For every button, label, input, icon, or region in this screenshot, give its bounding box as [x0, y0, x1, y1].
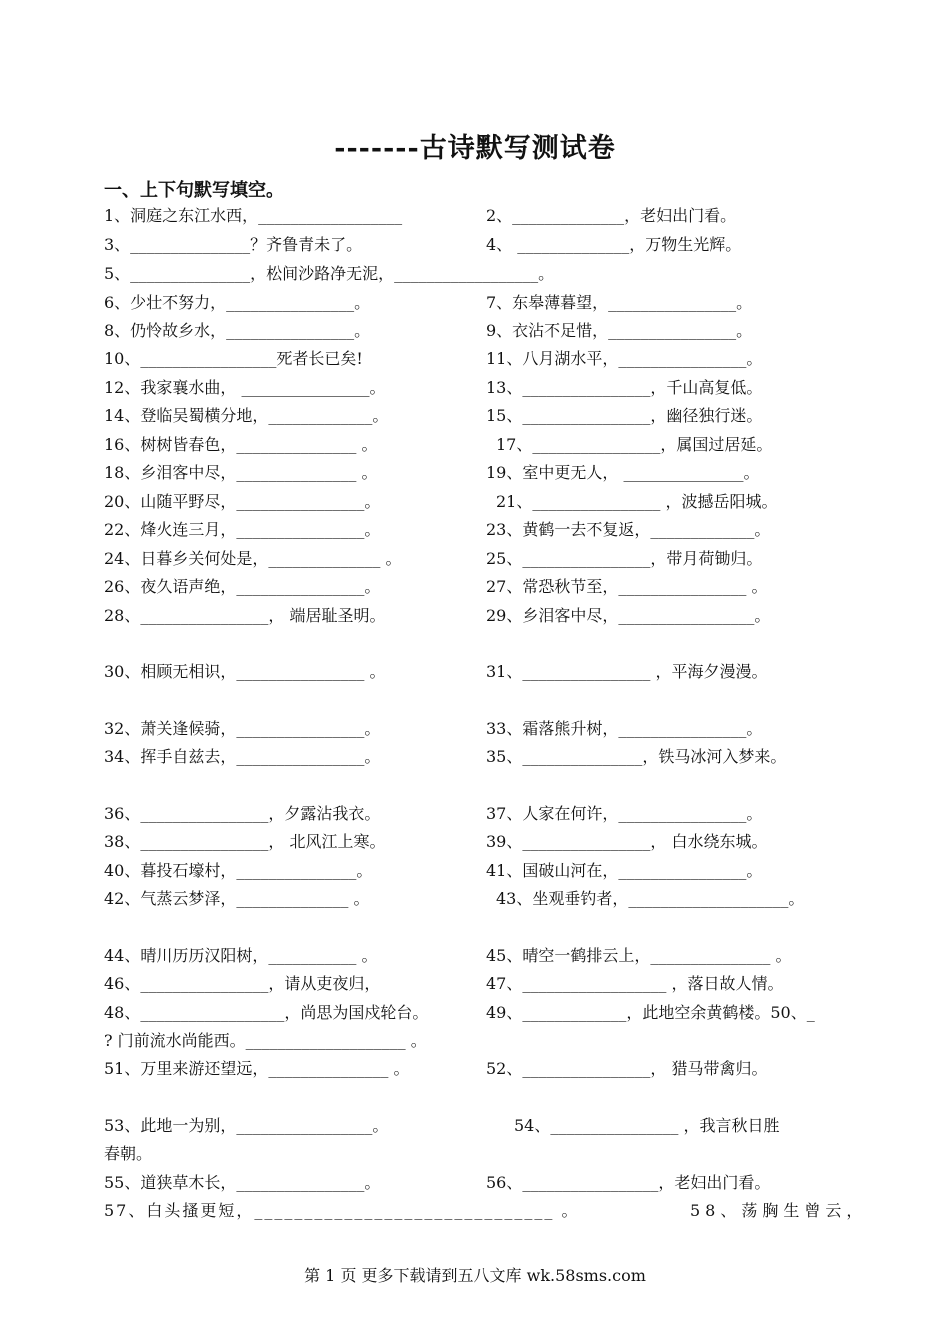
question-47: 47、__________________ ，落日故人情。 — [486, 974, 784, 993]
question-28: 28、________________， 端居耻圣明。 — [104, 606, 386, 625]
question-52: 52、________________， 猎马带禽归。 — [486, 1059, 768, 1078]
question-27: 27、常恐秋节至，________________ 。 — [486, 577, 768, 596]
question-26: 26、夜久语声绝，________________。 — [104, 577, 381, 596]
question-7: 7、东皋薄暮望，________________。 — [486, 293, 753, 312]
question-17: 17、________________，属国过居延。 — [496, 435, 773, 454]
question-31: 31、________________ ，平海夕漫漫。 — [486, 662, 768, 681]
question-9: 9、衣沾不足惜，________________。 — [486, 321, 753, 340]
page-footer: 第 1 页 更多下载请到五八文库 wk.58sms.com — [304, 1266, 646, 1285]
question-19: 19、室中更无人， _______________。 — [486, 463, 760, 482]
question-12: 12、我家襄水曲， ________________。 — [104, 378, 386, 397]
question-6: 6、少壮不努力，________________。 — [104, 293, 371, 312]
question-42: 42、气蒸云梦泽，______________ 。 — [104, 889, 370, 908]
page-title: -------古诗默写测试卷 — [334, 133, 616, 164]
question-14: 14、登临吴蜀横分地，_____________。 — [104, 406, 389, 425]
question-48: 48、__________________，尚思为国戍轮台。 — [104, 1003, 429, 1022]
question-58: 58、荡胸生曾云， — [690, 1201, 868, 1220]
section-heading: 一、上下句默写填空。 — [104, 180, 284, 201]
question-57: 57、白头搔更短，______________________________ 。 — [104, 1201, 580, 1220]
question-18: 18、乡泪客中尽，_______________ 。 — [104, 463, 378, 482]
question-30: 30、相顾无相识，________________ 。 — [104, 662, 386, 681]
question-13: 13、________________，千山高复低。 — [486, 378, 763, 397]
question-40: 40、暮投石壕村，_______________。 — [104, 861, 373, 880]
question-43: 43、坐观垂钓者，____________________。 — [496, 889, 805, 908]
question-54: 54、________________ ，我言秋日胜 — [514, 1116, 780, 1135]
question-24: 24、日暮乡关何处是，______________ 。 — [104, 549, 402, 568]
question-38: 38、________________， 北风江上寒。 — [104, 832, 386, 851]
question-34: 34、挥手自兹去，________________。 — [104, 747, 381, 766]
question-4: 4、 ______________，万物生光辉。 — [486, 235, 742, 254]
question-8: 8、仍怜故乡水，________________。 — [104, 321, 371, 340]
question-41: 41、国破山河在，________________。 — [486, 861, 763, 880]
question-23: 23、黄鹤一去不复返，_____________。 — [486, 520, 771, 539]
question-49: 49、_____________，此地空余黄鹤楼。50、_ — [486, 1003, 815, 1022]
question-55: 55、道狭草木长，________________。 — [104, 1173, 381, 1192]
question-22: 22、烽火连三月，________________。 — [104, 520, 381, 539]
question-29: 29、乡泪客中尽，_________________。 — [486, 606, 771, 625]
question-36: 36、________________，夕露沾我衣。 — [104, 804, 381, 823]
question-1: 1、洞庭之东江水西，__________________ — [104, 206, 403, 225]
question-54-continued: 春朝。 — [104, 1144, 153, 1163]
question-33: 33、霜落熊升树，________________。 — [486, 719, 763, 738]
question-44: 44、晴川历历汉阳树，___________ 。 — [104, 946, 378, 965]
question-46: 46、________________，请从吏夜归， — [104, 974, 381, 993]
question-11: 11、八月湖水平，________________。 — [486, 349, 763, 368]
question-16: 16、树树皆春色，_______________ 。 — [104, 435, 378, 454]
question-3: 3、_______________？齐鲁青未了。 — [104, 235, 363, 254]
question-56: 56、_________________，老妇出门看。 — [486, 1173, 771, 1192]
question-39: 39、________________， 白水绕东城。 — [486, 832, 768, 851]
question-10: 10、_________________死者长已矣! — [104, 349, 363, 368]
question-51: 51、万里来游还望远，_______________ 。 — [104, 1059, 410, 1078]
question-20: 20、山随平野尽，________________。 — [104, 492, 381, 511]
question-50-continued: ? 门前流水尚能西。____________________ 。 — [104, 1031, 427, 1050]
question-5: 5、_______________，松间沙路净无泥，__________________。 — [104, 264, 555, 283]
question-15: 15、________________，幽径独行迷。 — [486, 406, 763, 425]
question-37: 37、人家在何许，________________。 — [486, 804, 763, 823]
question-25: 25、________________，带月荷锄归。 — [486, 549, 763, 568]
question-45: 45、晴空一鹤排云上，_______________ 。 — [486, 946, 792, 965]
question-2: 2、______________，老妇出门看。 — [486, 206, 737, 225]
question-35: 35、_______________，铁马冰河入梦来。 — [486, 747, 787, 766]
question-32: 32、萧关逢候骑，________________。 — [104, 719, 381, 738]
question-53: 53、此地一为别，_________________。 — [104, 1116, 389, 1135]
question-21: 21、________________ ，波撼岳阳城。 — [496, 492, 778, 511]
